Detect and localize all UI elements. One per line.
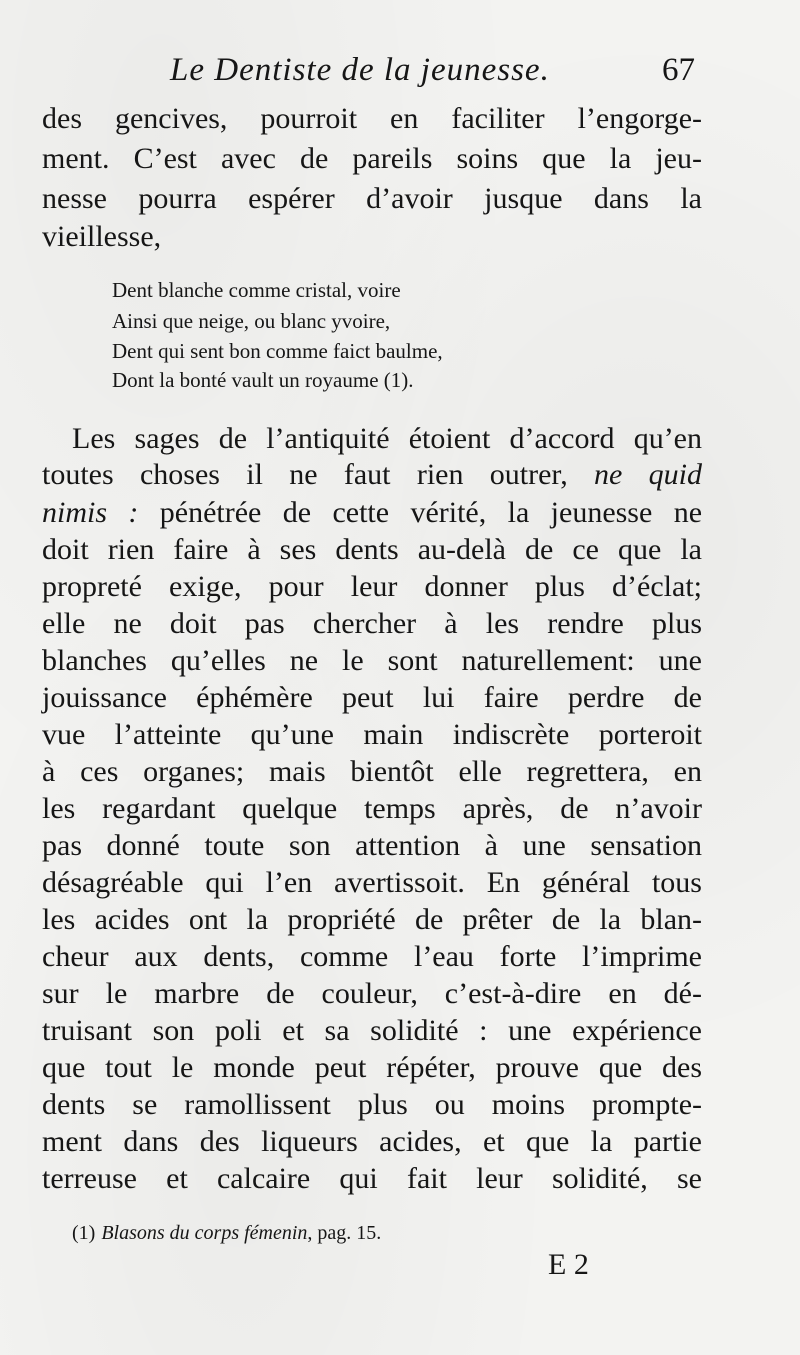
verse-line: Dent blanche comme cristal, voire (112, 278, 401, 302)
text-line: doit rien faire à ses dents au-delà de ce que la (42, 533, 702, 566)
footnote-mark: (1) (72, 1222, 96, 1244)
text-line: les acides ont la propriété de prêter de la blan- (42, 903, 702, 936)
footnote-title: Blasons du corps fémenin (101, 1222, 308, 1244)
text-line: des gencives, pourroit en faciliter l’engorge- (42, 102, 702, 135)
text-segment: toutes choses il ne faut rien outrer, (42, 458, 595, 491)
text-line: les regardant quelque temps après, de n’avoir (42, 792, 702, 825)
text-line: jouissance éphémère peut lui faire perdre de (42, 681, 702, 714)
page-number: 67 (662, 52, 695, 88)
text-line: vieillesse, (42, 220, 162, 253)
signature-mark: E 2 (548, 1248, 589, 1281)
text-line: Les sages de l’antiquité étoient d’accord qu’en (72, 422, 702, 455)
text-line: désagréable qui l’en avertissoit. En général tous (42, 866, 702, 899)
verse-line: Dent qui sent bon comme faict baulme, (112, 339, 443, 363)
footnote-ref: , pag. 15. (307, 1222, 382, 1244)
text-line (42, 494, 702, 532)
verse-line: Dont la bonté vault un royaume (1). (112, 368, 414, 392)
text-line: truisant son poli et sa solidité : une expérience (42, 1014, 702, 1047)
running-title: Le Dentiste de la jeunesse. (170, 52, 550, 88)
text-line: ment. C’est avec de pareils soins que la jeu- (42, 142, 702, 175)
text-line: cheur aux dents, comme l’eau forte l’imprime (42, 940, 702, 973)
text-line: terreuse et calcaire qui fait leur solidité, se (42, 1162, 702, 1195)
text-line: dents se ramollissent plus ou moins prompte- (42, 1088, 702, 1121)
text-line: que tout le monde peut répéter, prouve que des (42, 1051, 702, 1084)
text-line: blanches qu’elles ne le sont naturellement: une (42, 644, 702, 677)
text-line (42, 456, 702, 494)
text-line: pas donné toute son attention à une sensation (42, 829, 702, 862)
latin-phrase: ne quid (594, 458, 702, 491)
text-line: propreté exige, pour leur donner plus d’éclat; (42, 570, 702, 603)
latin-phrase: nimis : (42, 496, 139, 529)
footnote (72, 1222, 381, 1245)
verse-line: Ainsi que neige, ou blanc yvoire, (112, 309, 391, 333)
text-line: à ces organes; mais bientôt elle regrettera, en (42, 755, 702, 788)
text-segment: pénétrée de cette vérité, la jeunesse ne (138, 496, 703, 529)
text-line: ment dans des liqueurs acides, et que la partie (42, 1125, 702, 1158)
text-line: elle ne doit pas chercher à les rendre plus (42, 607, 702, 640)
text-line: vue l’atteinte qu’une main indiscrète porteroit (42, 718, 702, 751)
text-line: sur le marbre de couleur, c’est-à-dire en dé- (42, 977, 702, 1010)
text-line: nesse pourra espérer d’avoir jusque dans la (42, 182, 702, 215)
